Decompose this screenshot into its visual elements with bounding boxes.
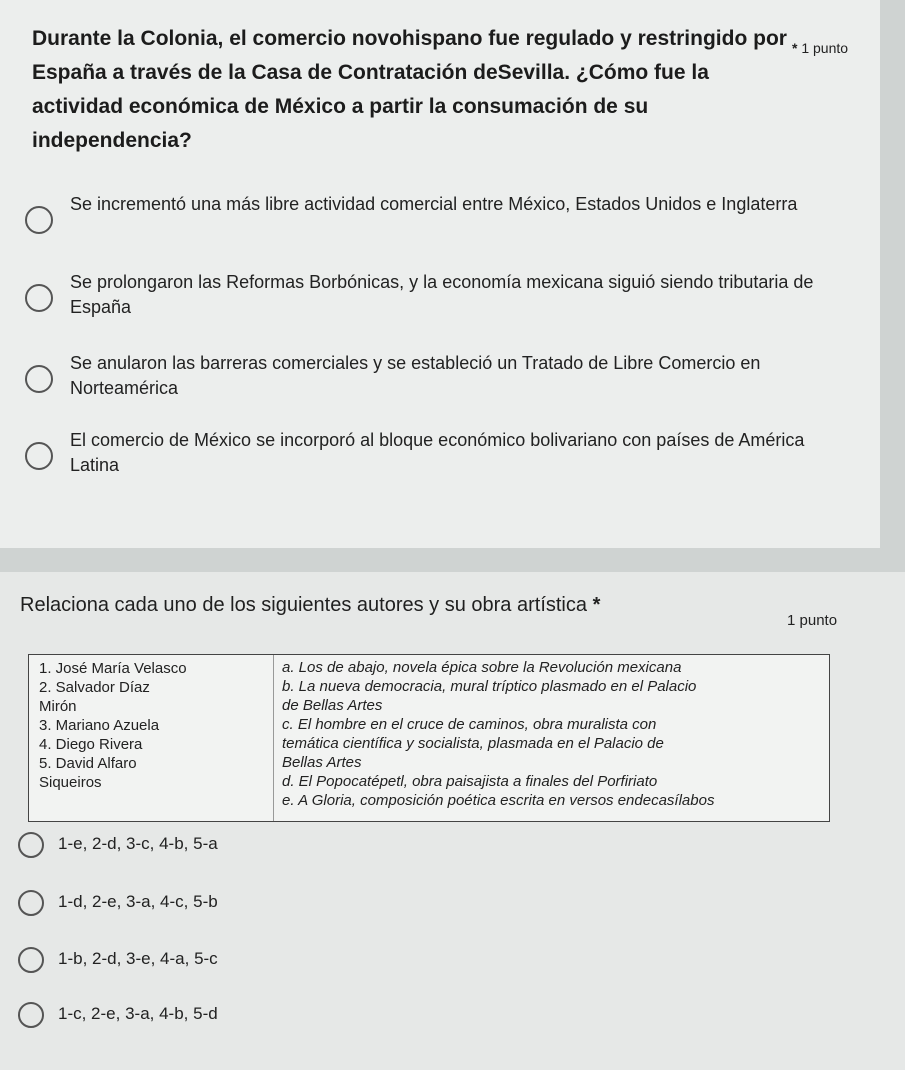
option-label: Se incrementó una más libre actividad comercial entre México, Estados Unidos e Inglaterra [70, 194, 798, 214]
work-item: d. El Popocatépetl, obra paisajista a finales del Porfiriato [282, 773, 658, 790]
option-label: El comercio de México se incorporó al bloque económico bolivariano con países de América Latina [70, 430, 805, 475]
author-item: 3. Mariano Azuela [39, 717, 160, 734]
work-item: c. El hombre en el cruce de caminos, obra muralista con [282, 716, 657, 733]
question-card-2 [0, 572, 905, 1070]
radio-button[interactable] [18, 1002, 44, 1028]
option-label: Se prolongaron las Reformas Borbónicas, y la economía mexicana siguió siendo tributaria de España [70, 272, 814, 317]
radio-button[interactable] [25, 442, 53, 470]
work-item: temática científica y socialista, plasmada en el Palacio de [282, 735, 664, 752]
option-label: 1-c, 2-e, 3-a, 4-b, 5-d [58, 1004, 218, 1023]
question-2-text: Relaciona cada uno de los siguientes autores y su obra artística [20, 594, 588, 616]
author-item: Siqueiros [39, 774, 102, 791]
question-2-title [20, 594, 600, 617]
authors-column [39, 659, 269, 792]
work-item: Bellas Artes [282, 754, 362, 771]
radio-button[interactable] [18, 947, 44, 973]
required-mark: * [792, 40, 798, 56]
author-item: Mirón [39, 698, 77, 715]
option-label: 1-d, 2-e, 3-a, 4-c, 5-b [58, 892, 218, 911]
works-column [282, 659, 822, 811]
table-divider [273, 655, 274, 821]
option-label: 1-b, 2-d, 3-e, 4-a, 5-c [58, 949, 218, 968]
author-item: 1. José María Velasco [39, 660, 187, 677]
radio-button[interactable] [25, 284, 53, 312]
author-item: 5. David Alfaro [39, 755, 137, 772]
question-card-1 [0, 0, 880, 548]
option-label: Se anularon las barreras comerciales y se estableció un Tratado de Libre Comercio en Norteamérica [70, 353, 761, 398]
points-label: 1 punto [801, 40, 849, 56]
matching-table-image [28, 654, 830, 822]
author-item: 4. Diego Rivera [39, 736, 143, 753]
question-1-title: Durante la Colonia, el comercio novohispano fue regulado y restringido por España a través de la Casa de Contratación deSevilla. ¿Cómo fue la actividad económica de México a partir la consumación de su independencia? [32, 27, 787, 152]
radio-button[interactable] [25, 206, 53, 234]
work-item: b. La nueva democracia, mural tríptico plasmado en el Palacio [282, 678, 697, 695]
work-item: a. Los de abajo, novela épica sobre la Revolución mexicana [282, 659, 682, 676]
work-item: e. A Gloria, composición poética escrita en versos endecasílabos [282, 792, 715, 809]
question-2-points: 1 punto [787, 612, 838, 629]
question-1-points [792, 40, 848, 56]
radio-button[interactable] [18, 832, 44, 858]
author-item: 2. Salvador Díaz [39, 679, 150, 696]
radio-button[interactable] [18, 890, 44, 916]
option-label: 1-e, 2-d, 3-c, 4-b, 5-a [58, 834, 218, 853]
radio-button[interactable] [25, 365, 53, 393]
required-mark: * [592, 594, 601, 616]
work-item: de Bellas Artes [282, 697, 383, 714]
